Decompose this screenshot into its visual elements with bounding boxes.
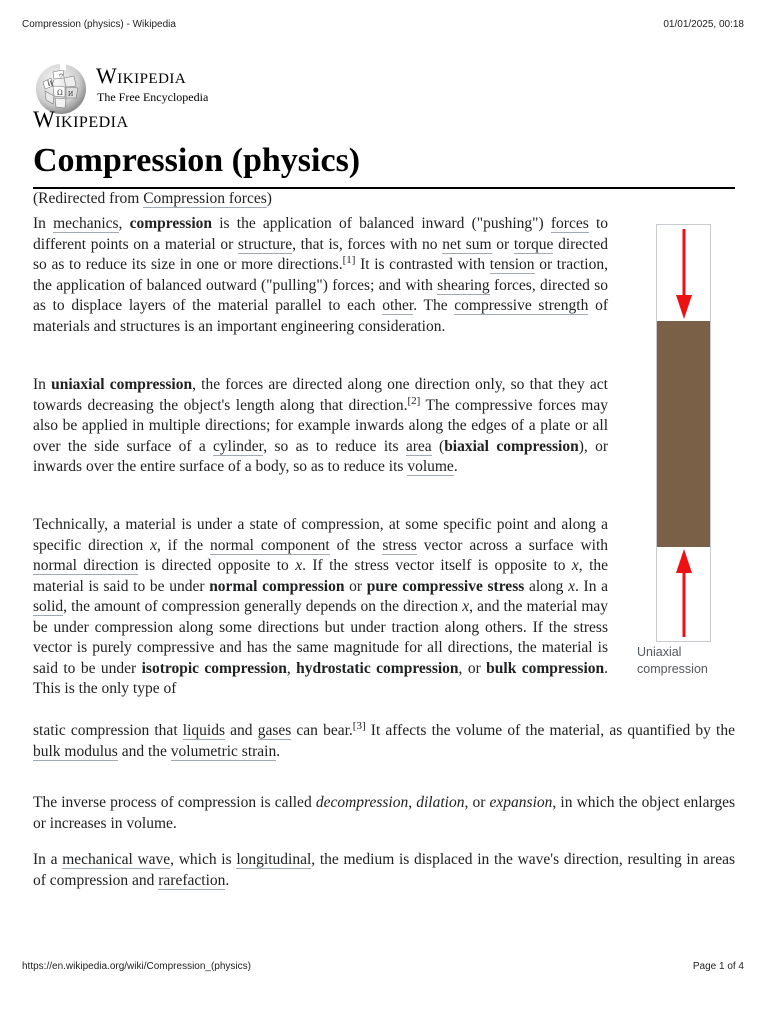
text: or bbox=[344, 577, 367, 595]
text: , the amount of compression generally depends on the direction bbox=[63, 598, 463, 615]
text: , and the material may be under compression along some directions but under traction along others. If the stress vector is purely compressive and has the same magnitude for all directions, the material is said to be under bbox=[33, 598, 609, 677]
text: and bbox=[224, 722, 258, 739]
compressed-body bbox=[657, 321, 710, 547]
text: or bbox=[491, 235, 514, 253]
text: , bbox=[408, 794, 417, 811]
link-rarefaction[interactable]: rarefaction bbox=[158, 871, 226, 889]
link-volume[interactable]: volume bbox=[407, 458, 454, 475]
math-x: x bbox=[150, 536, 158, 554]
link-structure[interactable]: structure bbox=[237, 235, 293, 253]
link-liquids[interactable]: liquids bbox=[182, 722, 225, 739]
text: The inverse process of compression is called bbox=[33, 794, 316, 811]
print-header-title: Compression (physics) - Wikipedia bbox=[22, 19, 176, 30]
link-gases[interactable]: gases bbox=[257, 722, 292, 739]
text: . This is the only type of bbox=[33, 659, 609, 697]
text: , the material is said to be under bbox=[33, 557, 609, 595]
link-stress[interactable]: stress bbox=[382, 536, 417, 554]
text: . The bbox=[413, 297, 455, 314]
text: In bbox=[33, 215, 54, 232]
math-x: x bbox=[571, 557, 579, 574]
svg-text:W: W bbox=[47, 80, 55, 88]
paragraph-mechanical-wave bbox=[33, 850, 735, 891]
text: , bbox=[286, 659, 297, 677]
text: . bbox=[453, 458, 458, 475]
text: It is contrasted with bbox=[355, 256, 490, 273]
text: , bbox=[118, 215, 130, 232]
link-bulk-modulus[interactable]: bulk modulus bbox=[33, 742, 118, 760]
link-compression-forces[interactable]: Compression forces bbox=[143, 190, 267, 207]
text: of the bbox=[329, 536, 383, 554]
text: , if the bbox=[157, 536, 211, 554]
link-cylinder[interactable]: cylinder bbox=[213, 437, 264, 455]
bottom-arrow-head bbox=[676, 549, 692, 573]
text: or traction, the application of balanced outward ("pulling") forces; and with bbox=[33, 256, 608, 294]
text: and the bbox=[117, 742, 171, 760]
text: directed so as to reduce its size in one or more directions. bbox=[33, 235, 608, 273]
term-normal-compression: normal compression bbox=[209, 577, 345, 595]
text: along bbox=[524, 577, 569, 595]
reference-3[interactable]: [3] bbox=[352, 719, 366, 732]
wikipedia-wordmark[interactable]: Wikipedia bbox=[96, 63, 187, 88]
paragraph-intro bbox=[33, 214, 608, 337]
title-divider bbox=[33, 187, 735, 189]
text: ), or inwards over the entire surface of a body, so as to reduce its bbox=[33, 437, 608, 475]
text: , the medium is displaced in the wave's direction, resulting in areas of compression and bbox=[33, 851, 735, 889]
text: static compression that bbox=[33, 722, 183, 739]
print-footer-page: Page 1 of 4 bbox=[692, 961, 744, 972]
text: , so as to reduce its bbox=[263, 437, 406, 455]
text: forces, directed so as to displace layers of the material parallel to each bbox=[33, 276, 608, 314]
text: can bear. bbox=[291, 722, 353, 739]
math-x: x bbox=[295, 557, 303, 574]
wikipedia-wordmark-secondary[interactable]: Wikipedia bbox=[33, 107, 129, 132]
page-title: Compression (physics) bbox=[33, 142, 361, 179]
text: It affects the volume of the material, as quantified by the bbox=[365, 722, 735, 739]
term-bulk-compression: bulk compression bbox=[486, 659, 605, 677]
link-compressive-strength[interactable]: compressive strength bbox=[454, 297, 589, 314]
text: , or bbox=[464, 794, 490, 811]
term-biaxial-compression: biaxial compression bbox=[444, 437, 579, 455]
term-pure-compressive-stress: pure compressive stress bbox=[366, 577, 525, 595]
text: . In a bbox=[574, 577, 609, 595]
redirect-prefix: (Redirected from bbox=[33, 190, 144, 207]
term-dilation: dilation bbox=[416, 794, 465, 811]
term-isotropic-compression: isotropic compression bbox=[141, 659, 287, 677]
link-normal-component[interactable]: normal component bbox=[210, 536, 330, 554]
paragraph-decompression bbox=[33, 793, 735, 834]
link-tension[interactable]: tension bbox=[489, 256, 535, 273]
math-x: x bbox=[462, 598, 470, 615]
term-hydrostatic-compression: hydrostatic compression bbox=[296, 659, 459, 677]
wikipedia-tagline: The Free Encyclopedia bbox=[97, 90, 209, 104]
print-header-datetime: 01/01/2025, 00:18 bbox=[663, 19, 744, 30]
link-forces[interactable]: forces bbox=[550, 215, 589, 232]
text: Technically, a material is under a state of compression, at some specific point and along a specific direction bbox=[33, 516, 608, 554]
link-longitudinal[interactable]: longitudinal bbox=[236, 851, 312, 868]
link-solid[interactable]: solid bbox=[33, 598, 64, 615]
term-decompression: decompression bbox=[315, 794, 409, 811]
text: . bbox=[276, 742, 281, 760]
text: vector across a surface with bbox=[416, 536, 609, 554]
link-torque[interactable]: torque bbox=[513, 235, 554, 253]
reference-2[interactable]: [2] bbox=[407, 394, 421, 407]
text: . bbox=[225, 871, 230, 889]
redirect-suffix: ) bbox=[266, 190, 272, 207]
link-shearing[interactable]: shearing bbox=[437, 276, 490, 294]
term-expansion: expansion bbox=[489, 794, 553, 811]
paragraph-technical-continued bbox=[33, 721, 735, 762]
link-mechanical-wave[interactable]: mechanical wave bbox=[62, 851, 171, 868]
svg-text:Ω: Ω bbox=[57, 89, 63, 97]
link-area[interactable]: area bbox=[405, 437, 432, 455]
redirect-notice bbox=[33, 190, 272, 208]
paragraph-uniaxial bbox=[33, 375, 608, 478]
top-arrow-head bbox=[676, 295, 692, 319]
link-mechanics[interactable]: mechanics bbox=[53, 215, 119, 232]
text: In a bbox=[33, 851, 63, 868]
term-compression: compression bbox=[129, 215, 213, 232]
uniaxial-compression-figure[interactable] bbox=[656, 224, 711, 642]
text: The compressive forces may also be applied in multiple directions; for example inwards along the edges of a plate or all over the side surface of a bbox=[33, 396, 608, 455]
text: to different points on a material or bbox=[33, 215, 609, 253]
text: is the application of balanced inward ("pushing") bbox=[212, 215, 551, 232]
svg-text:И: И bbox=[68, 91, 74, 98]
term-uniaxial-compression: uniaxial compression bbox=[51, 376, 193, 393]
text: , in which the object enlarges or increases in volume. bbox=[33, 794, 735, 832]
reference-1[interactable]: [1] bbox=[342, 253, 356, 266]
text: ( bbox=[431, 437, 445, 455]
text: , that is, forces with no bbox=[292, 235, 443, 253]
print-footer-url: https://en.wikipedia.org/wiki/Compression_(physics) bbox=[22, 961, 251, 972]
link-normal-direction[interactable]: normal direction bbox=[33, 557, 139, 574]
text: In bbox=[33, 376, 52, 393]
text: . If the stress vector itself is opposite to bbox=[302, 557, 572, 574]
math-x: x bbox=[568, 577, 575, 595]
paragraph-technical bbox=[33, 515, 608, 700]
text: , the forces are directed along one direction only, so that they act towards decreasing the object's length along that direction. bbox=[33, 376, 608, 414]
link-other[interactable]: other bbox=[382, 297, 414, 314]
text: , or bbox=[458, 659, 487, 677]
text: is directed opposite to bbox=[138, 557, 296, 574]
svg-text:ウ: ウ bbox=[58, 73, 65, 80]
link-net-sum[interactable]: net sum bbox=[442, 235, 492, 253]
text: , which is bbox=[170, 851, 237, 868]
link-volumetric-strain[interactable]: volumetric strain bbox=[170, 742, 277, 760]
text: of materials and structures is an important engineering consideration. bbox=[33, 297, 608, 335]
figure-caption: Uniaxial compression bbox=[637, 645, 708, 676]
